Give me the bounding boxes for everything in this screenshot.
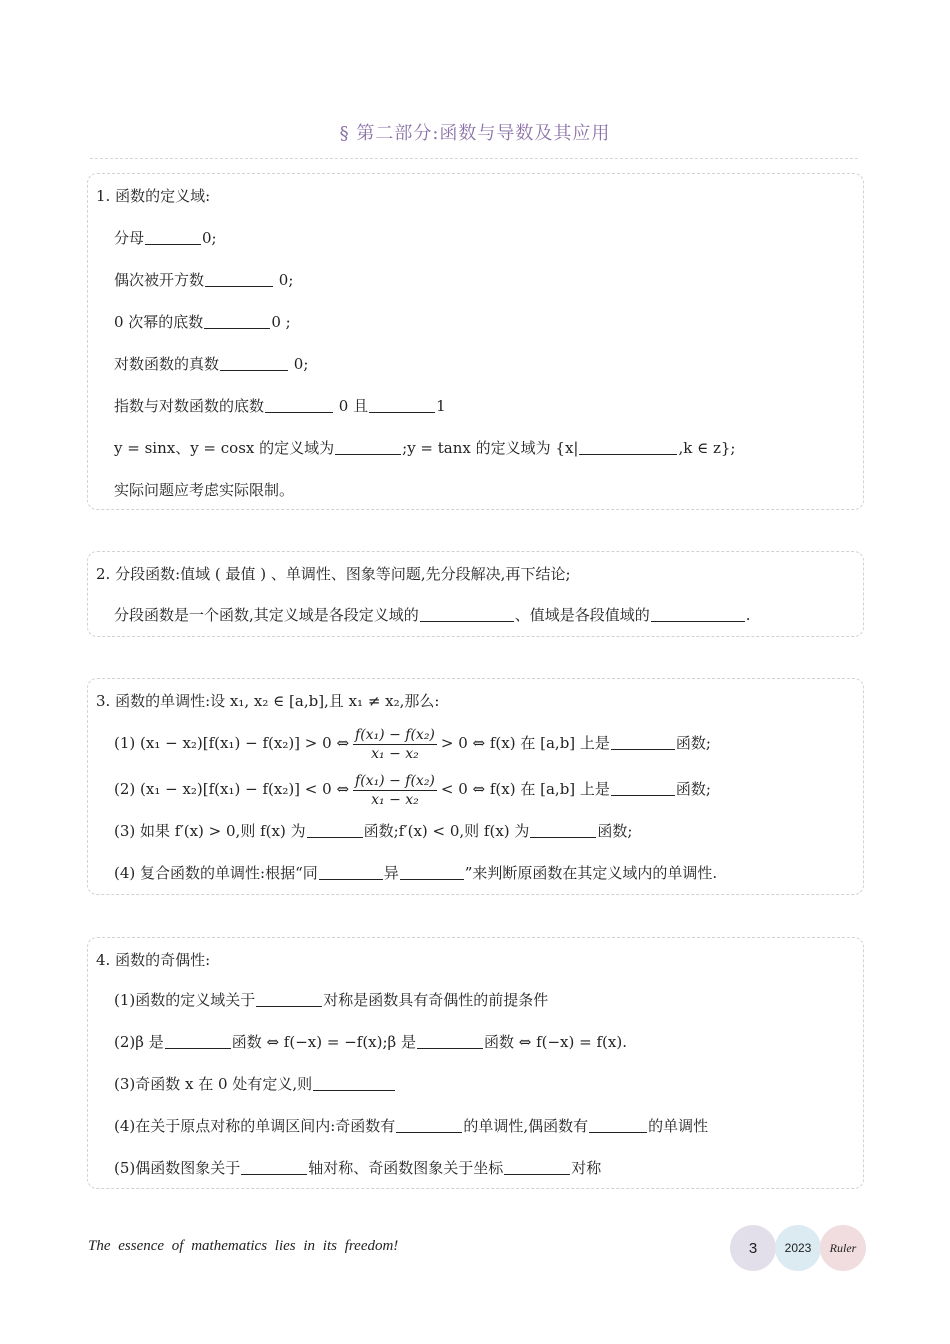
parity-line-4: (4)在关于原点对称的单调区间内:奇函数有 的单调性,偶函数有 的单调性 (114, 1117, 709, 1135)
section-2-box (87, 551, 864, 637)
parity-line-3: (3)奇函数 x 在 0 处有定义,则 (114, 1074, 396, 1094)
difference-quotient: $\frac{\text{f(x₁) − f(x₂)}}{\text{x₁ − x₂}}$ (355, 772, 435, 808)
section-3-box (87, 678, 864, 895)
page-number-badge: 3 (730, 1225, 776, 1271)
fill-blank[interactable] (504, 1159, 570, 1175)
author-badge: Ruler (820, 1225, 866, 1271)
fill-blank[interactable] (579, 439, 677, 455)
domain-line-4: 对数函数的真数 0; (114, 355, 309, 373)
fill-blank[interactable] (396, 1117, 462, 1133)
monotonic-line-4: (4) 复合函数的单调性:根据“同 异 ”来判断原函数在其定义域内的单调性. (114, 864, 718, 882)
fill-blank[interactable] (589, 1117, 647, 1133)
fill-blank[interactable] (319, 864, 383, 880)
parity-line-1: (1)函数的定义域关于 对称是函数具有奇偶性的前提条件 (114, 991, 549, 1009)
title-divider (90, 158, 858, 159)
section-1-heading: 1. 函数的定义域: (96, 187, 211, 205)
fill-blank[interactable] (307, 822, 363, 838)
fill-blank[interactable] (417, 1033, 483, 1049)
fill-blank[interactable] (530, 822, 596, 838)
fill-blank[interactable] (220, 355, 288, 371)
domain-line-7: 实际问题应考虑实际限制。 (114, 481, 295, 499)
fill-blank[interactable] (651, 606, 745, 622)
section-4-box (87, 937, 864, 1189)
fill-blank[interactable] (204, 313, 270, 329)
domain-line-3: 0 次幂的底数 0 ; (114, 313, 291, 331)
fill-blank[interactable] (145, 229, 201, 245)
fill-blank[interactable] (369, 397, 435, 413)
fill-blank[interactable] (313, 1075, 395, 1091)
fill-blank[interactable] (265, 397, 333, 413)
fill-blank[interactable] (611, 780, 675, 796)
section-2-heading: 2. 分段函数:值域 ( 最值 ) 、单调性、图象等问题,先分段解决,再下结论; (96, 565, 571, 583)
section-3-heading: 3. 函数的单调性:设 x₁, x₂ ∈ [a,b],且 x₁ ≠ x₂,那么: (96, 692, 440, 710)
year-badge: 2023 (775, 1225, 821, 1271)
domain-line-1: 分母 0; (114, 229, 217, 247)
difference-quotient: $\frac{\text{f(x₁) − f(x₂)}}{\text{x₁ − x₂}}$ (355, 726, 435, 762)
fill-blank[interactable] (205, 271, 273, 287)
domain-line-2: 偶次被开方数 0; (114, 271, 294, 289)
fill-blank[interactable] (400, 864, 464, 880)
fill-blank[interactable] (256, 991, 322, 1007)
monotonic-line-2: (2) (x₁ − x₂)[f(x₁) − f(x₂)] < 0 ⇔ $\frac{\text{f(x₁) − f(x₂)}}{\text{x₁ − x₂}}$ < 0 ⇔ f(x) 在 [a,b] 上是 函数; (114, 772, 711, 808)
section-4-heading: 4. 函数的奇偶性: (96, 951, 211, 969)
fill-blank[interactable] (420, 606, 514, 622)
fill-blank[interactable] (611, 734, 675, 750)
piecewise-line-1: 分段函数是一个函数,其定义域是各段定义域的 、值域是各段值域的 . (114, 606, 751, 624)
fill-blank[interactable] (335, 439, 401, 455)
monotonic-line-3: (3) 如果 f′(x) > 0,则 f(x) 为 函数;f′(x) < 0,则 f(x) 为 函数; (114, 822, 633, 840)
parity-line-2: (2)β 是 函数 ⇔ f(−x) = −f(x);β 是 函数 ⇔ f(−x) = f(x). (114, 1033, 627, 1051)
domain-line-6: y = sinx、y = cosx 的定义域为 ;y = tanx 的定义域为 {x| ,k ∈ z}; (114, 439, 736, 457)
monotonic-line-1: (1) (x₁ − x₂)[f(x₁) − f(x₂)] > 0 ⇔ $\frac{\text{f(x₁) − f(x₂)}}{\text{x₁ − x₂}}$ > 0 ⇔ f(x) 在 [a,b] 上是 函数; (114, 726, 711, 762)
section-1-box (87, 173, 864, 510)
section-title: § 第二部分:函数与导数及其应用 (339, 123, 611, 144)
domain-line-5: 指数与对数函数的底数 0 且 1 (114, 397, 446, 415)
fill-blank[interactable] (165, 1033, 231, 1049)
fill-blank[interactable] (241, 1159, 307, 1175)
parity-line-5: (5)偶函数图象关于 轴对称、奇函数图象关于坐标 对称 (114, 1159, 602, 1177)
footer-quote: The essence of mathematics lies in its freedom! (88, 1238, 399, 1254)
